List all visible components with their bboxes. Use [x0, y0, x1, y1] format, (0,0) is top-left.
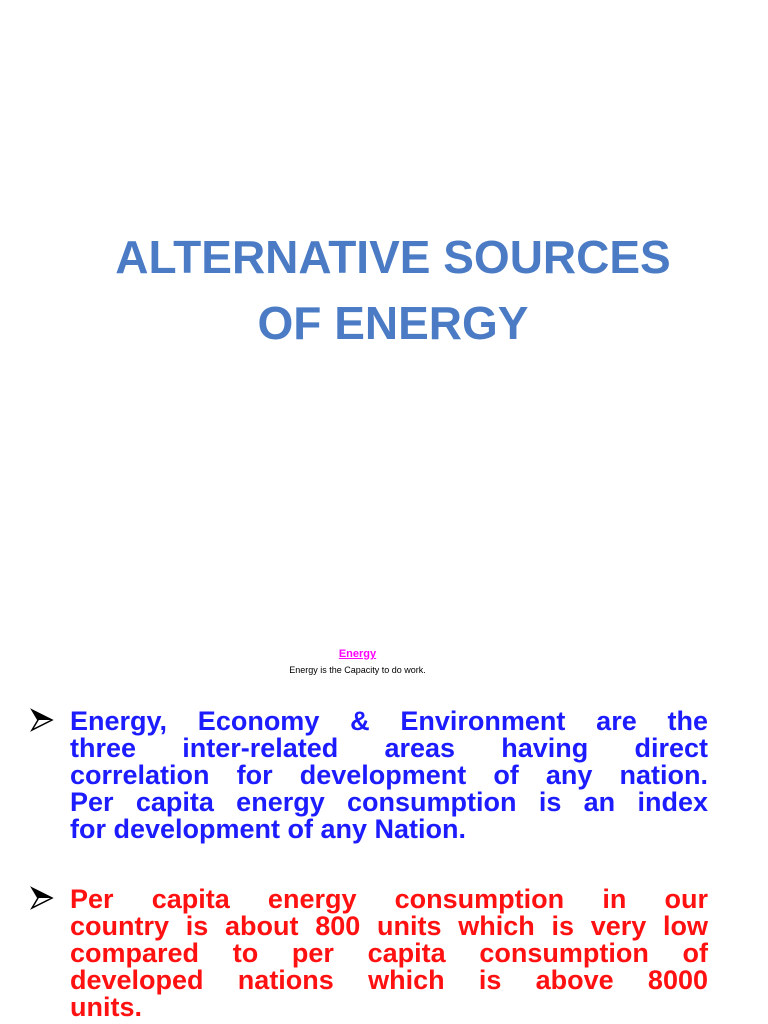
bullet-2-line: country is about 800 units which is very low	[70, 911, 708, 941]
bullet-1-line: for development of any Nation.	[70, 814, 467, 844]
title-line-2: OF ENERGY	[257, 297, 529, 349]
bullet-item-1	[30, 708, 708, 843]
bullet-1-line: Energy, Economy & Environment are the	[70, 706, 708, 736]
bullet-2-line: units.	[70, 992, 142, 1022]
arrow-bullet-icon	[30, 886, 54, 910]
title-line-1: ALTERNATIVE SOURCES	[115, 231, 671, 283]
bullet-1-line: three inter-related areas having direct	[70, 733, 708, 763]
bullet-text-2	[70, 886, 708, 1021]
bullet-text-1	[70, 708, 708, 843]
bullet-1-line: Per capita energy consumption is an index	[70, 787, 708, 817]
energy-heading-link[interactable]: Energy	[338, 648, 377, 660]
bullet-1-line: correlation for development of any nation.	[70, 760, 708, 790]
energy-definition: Energy is the Capacity to do work.	[289, 665, 426, 675]
bullet-item-2	[30, 886, 708, 1021]
page-title	[0, 224, 768, 356]
bullet-2-line: Per capita energy consumption in our	[70, 884, 708, 914]
bullet-2-line: compared to per capita consumption of	[70, 938, 708, 968]
arrow-bullet-icon	[30, 708, 54, 732]
bullet-2-line: developed nations which is above 8000	[70, 965, 708, 995]
